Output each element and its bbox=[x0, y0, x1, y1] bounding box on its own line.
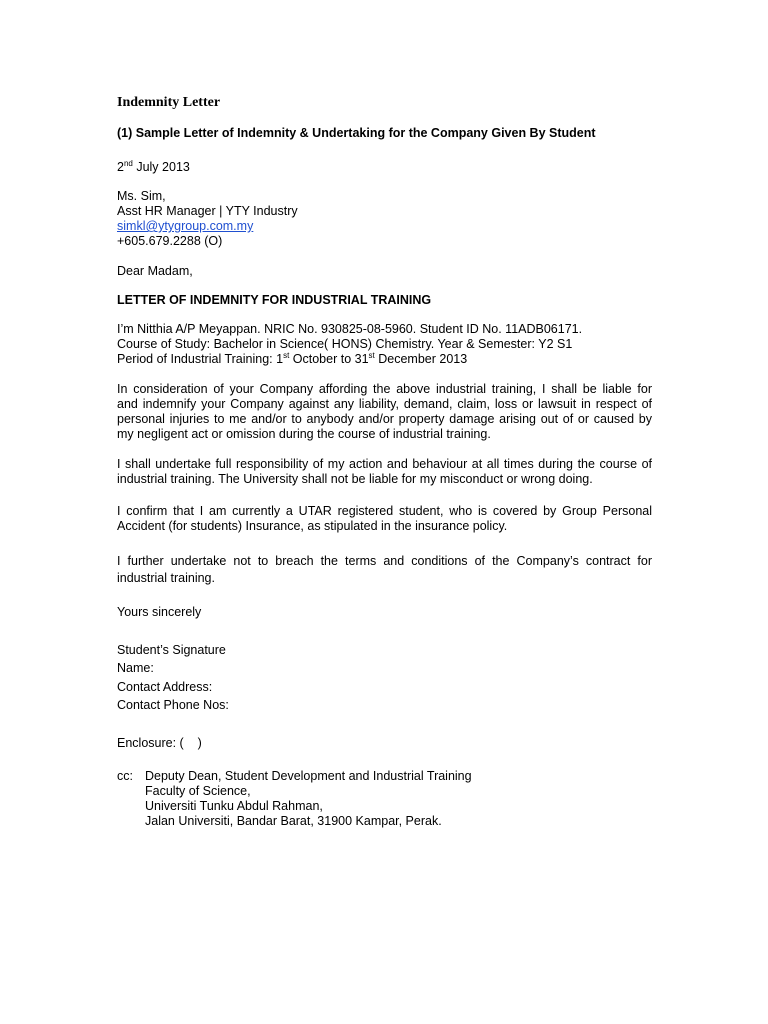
recipient-name: Ms. Sim, bbox=[117, 189, 166, 203]
closing: Yours sincerely bbox=[117, 605, 202, 619]
letter-date: 2nd July 2013 bbox=[117, 159, 190, 174]
letter-subject: LETTER OF INDEMNITY FOR INDUSTRIAL TRAINING bbox=[117, 293, 432, 307]
name-label: Name: bbox=[117, 661, 154, 675]
paragraph-line: my negligent act or omission during the course of industrial training. bbox=[117, 427, 491, 441]
training-period: Period of Industrial Training: 1st October to 31st December 2013 bbox=[117, 351, 468, 366]
paragraph-line: personal injuries to me and/or to anybody and/or property damage arising out of or caused by bbox=[117, 412, 652, 426]
paragraph-line: I further undertake not to breach the terms and conditions of the Company’s contract for bbox=[117, 554, 652, 568]
enclosure-label: Enclosure: ( ) bbox=[117, 736, 202, 750]
recipient-email-link[interactable]: simkl@ytygroup.com.my bbox=[117, 219, 254, 233]
contact-address-label: Contact Address: bbox=[117, 680, 213, 694]
paragraph-line: industrial training. bbox=[117, 571, 215, 585]
paragraph-line: and indemnify your Company against any liability, demand, claim, loss or lawsuit in respect of bbox=[117, 397, 652, 411]
cc-recipient-block bbox=[145, 769, 472, 829]
salutation: Dear Madam, bbox=[117, 264, 193, 278]
signature-label: Student’s Signature bbox=[117, 643, 226, 657]
cc-line: Universiti Tunku Abdul Rahman, bbox=[145, 799, 323, 813]
paragraph-liability bbox=[117, 382, 652, 442]
cc-label: cc: bbox=[117, 769, 133, 783]
paragraph-line: Accident (for students) Insurance, as stipulated in the insurance policy. bbox=[117, 519, 508, 533]
student-intro: I’m Nitthia A/P Meyappan. NRIC No. 930825-08-5960. Student ID No. 11ADB06171. bbox=[117, 322, 583, 336]
document-subtitle: (1) Sample Letter of Indemnity & Undertaking for the Company Given By Student bbox=[117, 126, 596, 140]
paragraph-line: In consideration of your Company affording the above industrial training, I shall be liable for bbox=[117, 382, 652, 396]
paragraph-responsibility bbox=[117, 457, 652, 487]
cc-line: Jalan Universiti, Bandar Barat, 31900 Kampar, Perak. bbox=[145, 814, 442, 828]
recipient-position: Asst HR Manager | YTY Industry bbox=[117, 204, 298, 218]
course-of-study: Course of Study: Bachelor in Science( HONS) Chemistry. Year & Semester: Y2 S1 bbox=[117, 337, 573, 351]
cc-line: Deputy Dean, Student Development and Industrial Training bbox=[145, 769, 472, 783]
document-title: Indemnity Letter bbox=[117, 95, 221, 110]
paragraph-line: I confirm that I am currently a UTAR registered student, who is covered by Group Personal bbox=[117, 504, 652, 518]
contact-phone-label: Contact Phone Nos: bbox=[117, 698, 229, 712]
paragraph-insurance bbox=[117, 504, 652, 534]
paragraph-undertaking bbox=[117, 553, 652, 587]
recipient-phone: +605.679.2288 (O) bbox=[117, 234, 223, 248]
paragraph-line: I shall undertake full responsibility of my action and behaviour at all times during the course of bbox=[117, 457, 652, 471]
cc-line: Faculty of Science, bbox=[145, 784, 251, 798]
paragraph-line: industrial training. The University shall not be liable for my misconduct or wrong doing. bbox=[117, 472, 593, 486]
